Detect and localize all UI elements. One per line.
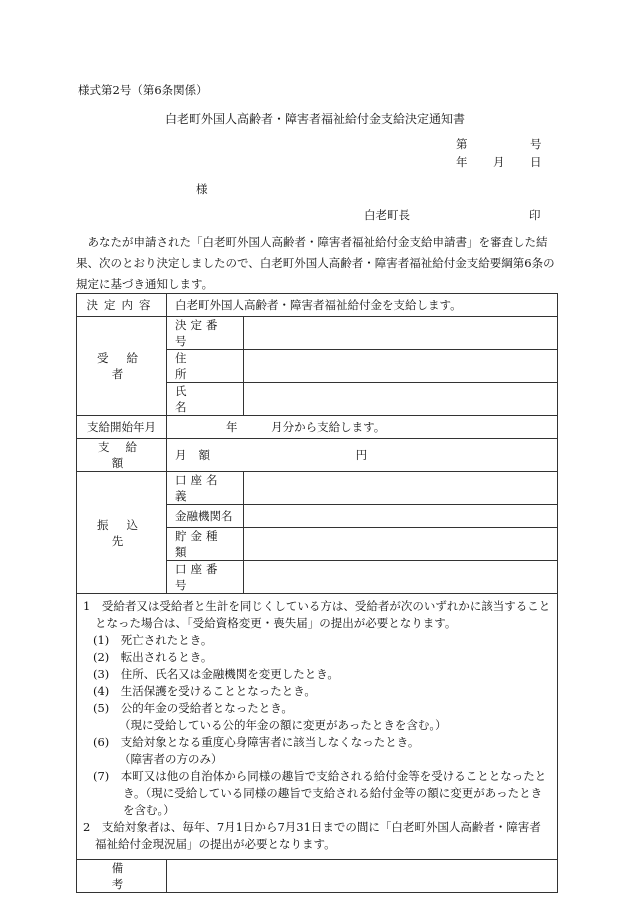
form-number: 様式第2号（第6条関係） (78, 83, 208, 97)
number-prefix: 第 (456, 137, 468, 151)
note-item: (5) 公的年金の受給者となったとき。 (93, 701, 293, 715)
decision-label-cell (77, 294, 167, 317)
recipient-field-label: 住所 (167, 350, 244, 383)
amount-value-cell (167, 439, 558, 472)
transfer-field-label: 貯金種類 (167, 528, 244, 561)
decision-label: 決定内容 (86, 298, 157, 312)
transfer-field-value[interactable] (244, 505, 558, 528)
recipient-field-value[interactable] (244, 317, 558, 350)
date-month: 月 (493, 155, 505, 169)
intro-paragraph (76, 232, 558, 295)
recipient-label: 受給者 (77, 317, 167, 416)
seal-mark: 印 (529, 208, 541, 222)
recipient-field-label: 氏名 (167, 383, 244, 416)
start-label: 支給開始年月 (77, 416, 167, 439)
notes-section (77, 594, 558, 860)
yen-unit: 円 (355, 448, 368, 462)
note-item: (1) 死亡されたとき。 (93, 633, 213, 647)
transfer-field-value[interactable] (244, 561, 558, 594)
transfer-label: 振込先 (77, 472, 167, 594)
note-2: 2 支給対象者は、毎年、7月1日から7月31日までの間に「白老町外国人高齢者・障害者福祉給付金現況届」の提出が必要となります。 (83, 820, 541, 851)
note-item: (6) 支給対象となる重度心身障害者に該当しなくなったとき。 (93, 735, 420, 749)
start-year: 年 (226, 420, 238, 434)
intro-text: あなたが申請された「白老町外国人高齢者・障害者福祉給付金支給申請書」を審査した結果、次のとおり決定しましたので、白老町外国人高齢者・障害者福祉給付金支給要綱第6条の規定に基づき通知します。 (76, 235, 555, 291)
transfer-field-value[interactable] (244, 528, 558, 561)
note-item: (2) 転出されるとき。 (93, 650, 213, 664)
start-value-cell (167, 416, 558, 439)
recipient-field-value[interactable] (244, 350, 558, 383)
monthly-label: 月額 (175, 448, 222, 462)
decision-table (76, 293, 558, 893)
decision-value: 白老町外国人高齢者・障害者福祉給付金を支給します。 (167, 294, 558, 317)
note-1: 1 受給者又は受給者と生計を同じくしている方は、受給者が次のいずれかに該当することとなった場合は、「受給資格変更・喪失届」の提出が必要となります。 (83, 599, 551, 630)
note-item-continuation: （障害者の方のみ） (119, 752, 223, 766)
note-item: (3) 住所、氏名又は金融機関を変更したとき。 (93, 667, 339, 681)
addressee-suffix: 様 (196, 182, 208, 196)
number-suffix: 号 (530, 137, 542, 151)
issuer-name: 白老町長 (364, 208, 410, 222)
recipient-field-label: 決定番号 (167, 317, 244, 350)
date-day: 日 (530, 155, 542, 169)
amount-label: 支給額 (77, 439, 167, 472)
note-item: (4) 生活保護を受けることとなったとき。 (93, 684, 316, 698)
note-item-continuation: （現に受給している公的年金の額に変更があったときを含む。） (119, 718, 447, 732)
date-year: 年 (456, 155, 468, 169)
document-title: 白老町外国人高齢者・障害者福祉給付金支給決定通知書 (164, 112, 465, 126)
transfer-field-value[interactable] (244, 472, 558, 505)
recipient-field-value[interactable] (244, 383, 558, 416)
note-item: (7) 本町又は他の自治体から同様の趣旨で支給される給付金等を受けることとなったとき。（現に受給している同様の趣旨で支給される給付金等の額に変更があったときを含む。） (93, 769, 547, 817)
transfer-field-label: 金融機関名 (167, 505, 244, 528)
transfer-field-label: 口座名義 (167, 472, 244, 505)
start-value: 月分から支給します。 (271, 420, 386, 434)
remarks-label: 備考 (77, 860, 167, 893)
remarks-value[interactable] (167, 860, 558, 893)
transfer-field-label: 口座番号 (167, 561, 244, 594)
